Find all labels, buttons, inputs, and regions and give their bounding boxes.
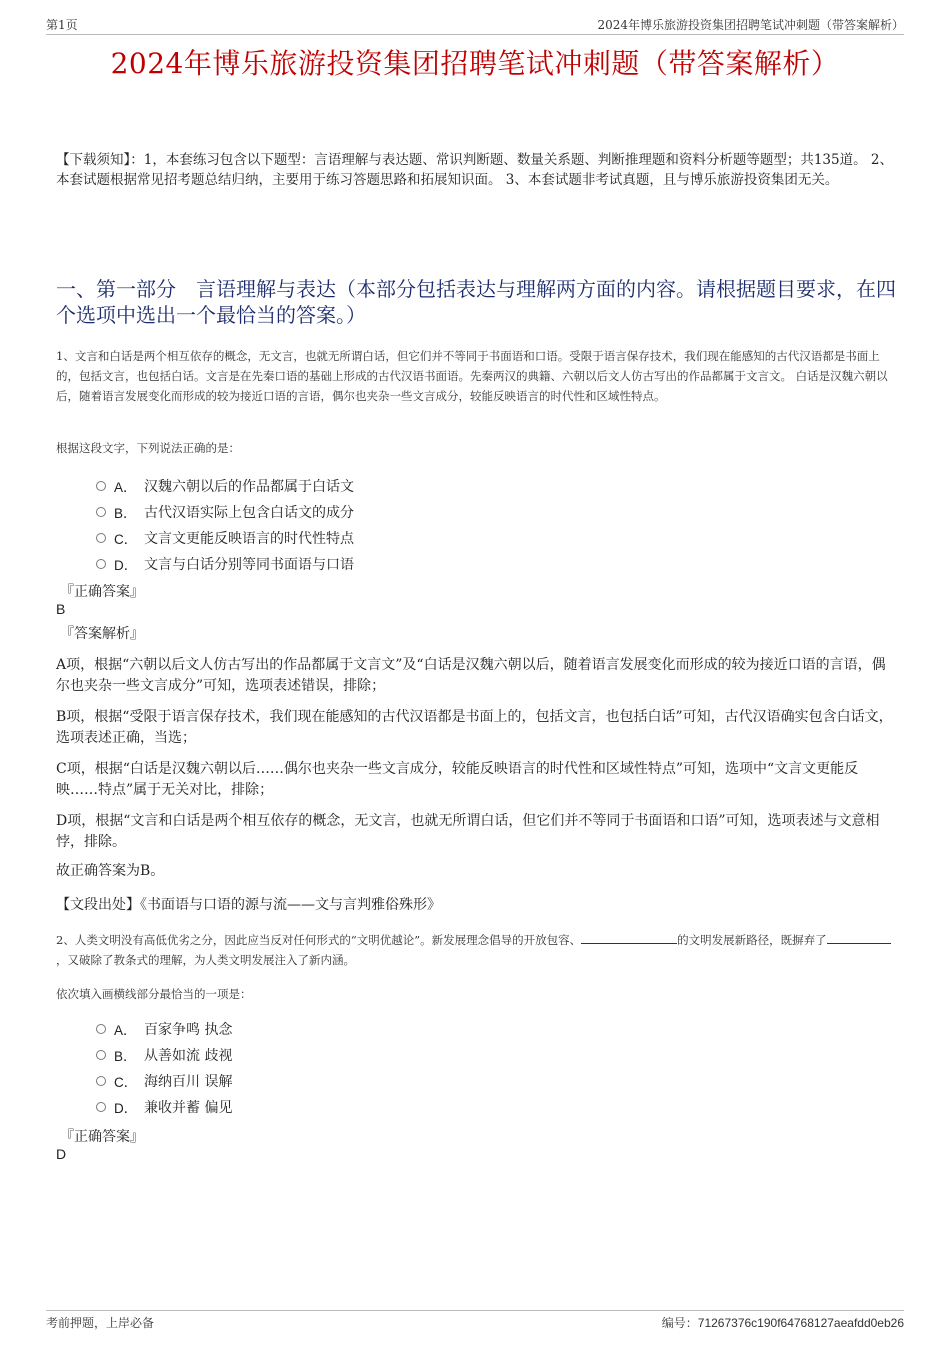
document-title: 2024年博乐旅游投资集团招聘笔试冲刺题（带答案解析） (110, 47, 840, 80)
option-b[interactable] (96, 499, 354, 525)
question-2-options (96, 1016, 232, 1120)
analysis-c: C项，根据“白话是汉魏六朝以后……偶尔也夹杂一些文言成分，较能反映语言的时代性和区域性特点”可知，选项中“文言文更能反映……特点”属于无关对比，排除； (56, 761, 859, 798)
correct-answer-label: 『正确答案』 (60, 584, 144, 600)
radio-icon[interactable] (96, 1102, 106, 1112)
option-letter: C． (114, 532, 138, 547)
radio-icon[interactable] (96, 507, 106, 517)
code-value: 71267376c190f64768127aeafdd0eb26 (697, 1316, 904, 1330)
code-label: 编号： (661, 1316, 698, 1330)
radio-icon[interactable] (96, 1024, 106, 1034)
page-header (46, 14, 904, 35)
analysis-a: A项，根据“六朝以后文人仿古写出的作品都属于文言文”及“白话是汉魏六朝以后，随着语言发展变化而形成的较为接近口语的言语，偶尔也夹杂一些文言成分”可知，选项表述错误，排除； (56, 657, 886, 694)
radio-icon[interactable] (96, 533, 106, 543)
radio-icon[interactable] (96, 1076, 106, 1086)
question-2-text-part3: ，又破除了教条式的理解，为人类文明发展注入了新内涵。 (56, 953, 355, 967)
correct-answer-label: 『正确答案』 (60, 1129, 144, 1145)
question-1-options (96, 473, 354, 577)
radio-icon[interactable] (96, 481, 106, 491)
option-letter: D． (114, 1101, 138, 1116)
option-text: 海纳百川 误解 (144, 1074, 233, 1090)
radio-icon[interactable] (96, 1050, 106, 1060)
footer-slogan: 考前押题，上岸必备 (46, 1316, 155, 1330)
option-text: 百家争鸣 执念 (144, 1022, 233, 1038)
correct-answer: B (56, 601, 66, 617)
source-citation: 【文段出处】《书面语与口语的源与流——文与言判雅俗殊形》 (56, 897, 441, 913)
document-id (662, 1314, 904, 1331)
option-letter: D． (114, 558, 138, 573)
option-letter: C． (114, 1075, 138, 1090)
analysis-d: D项，根据“文言和白话是两个相互依存的概念，无文言，也就无所谓白话，但它们并不等同于书面语和口语”可知，选项表述与文意相悖，排除。 (56, 813, 880, 850)
page-footer (46, 1310, 904, 1331)
question-2-text (56, 930, 898, 970)
analysis-label: 『答案解析』 (60, 626, 144, 642)
question-2-text-part1: 2、人类文明没有高低优劣之分，因此应当反对任何形式的“文明优越论”。新发展理念倡导的开放包容、 (56, 933, 582, 947)
option-a[interactable] (96, 1016, 232, 1042)
question-2-prompt: 依次填入画横线部分最恰当的一项是： (56, 987, 252, 1001)
option-b[interactable] (96, 1042, 232, 1068)
question-2-text-part2: 的文明发展新路径，既摒弃了 (677, 933, 827, 947)
option-letter: A． (114, 1023, 137, 1038)
option-text: 兼收并蓄 偏见 (144, 1100, 233, 1116)
option-a[interactable] (96, 473, 354, 499)
page-number: 第1页 (46, 18, 78, 32)
radio-icon[interactable] (96, 559, 106, 569)
option-c[interactable] (96, 525, 354, 551)
option-text: 从善如流 歧视 (144, 1048, 233, 1064)
question-1-prompt: 根据这段文字，下列说法正确的是： (56, 441, 240, 455)
option-letter: B． (114, 506, 137, 521)
option-text: 古代汉语实际上包含白话文的成分 (144, 505, 354, 521)
option-d[interactable] (96, 551, 354, 577)
option-c[interactable] (96, 1068, 232, 1094)
header-doc-title: 2024年博乐旅游投资集团招聘笔试冲刺题（带答案解析） (597, 18, 904, 32)
fill-blank-2 (827, 931, 891, 944)
option-text: 汉魏六朝以后的作品都属于白话文 (144, 479, 354, 495)
option-text: 文言文更能反映语言的时代性特点 (144, 531, 354, 547)
correct-answer: D (56, 1146, 67, 1162)
option-text: 文言与白话分别等同书面语与口语 (144, 557, 354, 573)
question-1-text: 1、文言和白话是两个相互依存的概念，无文言，也就无所谓白话，但它们并不等同于书面语和口语。受限于语言保存技术，我们现在能感知的古代汉语都是书面上的，包括文言，也包括白话。文言是在先秦口语的基础上形成的古代汉语书面语。先秦两汉的典籍、六朝以后文人仿古写出的作品都属于文言文。 白话是汉魏六朝以后，随着语言发展变化而形成的较为接近口语的言语，偶尔也夹杂一些文言成分，较能反映语言的时代性和区域性特点。 (56, 349, 888, 403)
option-letter: B． (114, 1049, 137, 1064)
option-d[interactable] (96, 1094, 232, 1120)
option-letter: A． (114, 480, 137, 495)
conclusion: 故正确答案为B。 (56, 863, 165, 879)
download-notice: 【下载须知】：1，本套练习包含以下题型：言语理解与表达题、常识判断题、数量关系题、判断推理题和资料分析题等题型；共135道。 2、本套试题根据常见招考题总结归纳，主要用于练习答题思路和拓展知识面。 3、本套试题非考试真题，且与博乐旅游投资集团无关。 (56, 152, 893, 188)
fill-blank-1 (581, 931, 677, 944)
analysis-b: B项，根据“受限于语言保存技术，我们现在能感知的古代汉语都是书面上的，包括文言，也包括白话”可知，古代汉语确实包含白话文，选项表述正确，当选； (56, 709, 893, 746)
section-title: 一、第一部分 言语理解与表达（本部分包括表达与理解两方面的内容。请根据题目要求，在四个选项中选出一个最恰当的答案。） (56, 277, 896, 327)
